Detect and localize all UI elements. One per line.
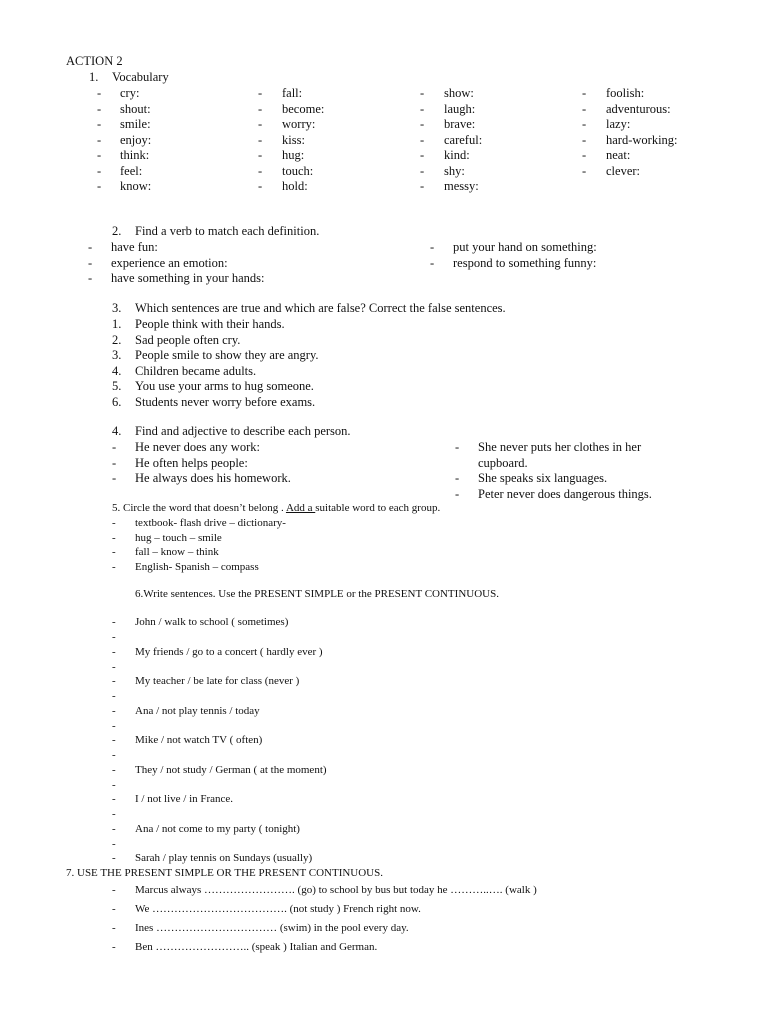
section5-title — [112, 503, 440, 514]
person-bullet: - — [455, 440, 460, 454]
section3-title: Which sentences are true and which are false? Correct the false sentences. — [135, 301, 506, 315]
person-description: He never does any work: — [135, 440, 260, 454]
sentence-prompt: Mike / not watch TV ( often) — [135, 734, 263, 746]
person-bullet: - — [112, 440, 117, 454]
definition-bullet: - — [88, 255, 93, 270]
answer-bullet: - — [112, 837, 116, 850]
sentence-prompt: My teacher / be late for class (never ) — [135, 675, 300, 687]
sentence-bullet: - — [112, 822, 116, 835]
vocab-word: become: — [282, 101, 325, 116]
gap-bullet: - — [112, 941, 116, 953]
vocab-word: kind: — [444, 148, 470, 162]
answer-bullet: - — [112, 719, 116, 732]
vocab-word: touch: — [282, 163, 314, 178]
vocab-bullet: - — [97, 132, 102, 147]
statement-number: 5. — [112, 379, 122, 393]
section1-number: 1. — [89, 70, 99, 84]
vocab-bullet: - — [258, 101, 263, 116]
word-group: hug – touch – smile — [135, 531, 222, 544]
definition-bullet: - — [88, 271, 93, 285]
definition-bullet: - — [430, 240, 435, 254]
person-bullet: - — [455, 486, 460, 501]
vocab-word: smile: — [120, 117, 151, 131]
vocab-bullet: - — [97, 117, 102, 131]
vocab-bullet: - — [258, 179, 263, 193]
answer-bullet: - — [112, 808, 116, 820]
person-description: Peter never does dangerous things. — [478, 486, 652, 501]
vocab-bullet: - — [97, 101, 102, 116]
vocab-word: adventurous: — [606, 101, 671, 116]
vocab-word: careful: — [444, 132, 483, 147]
vocab-word: messy: — [444, 179, 479, 193]
vocab-word: kiss: — [282, 132, 305, 147]
vocab-word: cry: — [120, 86, 140, 100]
sentence-bullet: - — [112, 734, 116, 746]
section6-title: 6.Write sentences. Use the PRESENT SIMPLE or the PRESENT CONTINUOUS. — [135, 588, 499, 600]
definition-item: have something in your hands: — [111, 271, 265, 285]
vocab-bullet: - — [420, 117, 425, 131]
gap-sentence: Ben …………………….. (speak ) Italian and German. — [135, 941, 378, 953]
person-bullet: - — [112, 455, 117, 470]
vocab-word: lazy: — [606, 117, 631, 131]
statement-text: You use your arms to hug someone. — [135, 379, 314, 393]
statement-number: 3. — [112, 348, 122, 362]
vocab-word: enjoy: — [120, 132, 152, 147]
vocab-word: foolish: — [606, 86, 645, 100]
sentence-prompt: Sarah / play tennis on Sundays (usually) — [135, 852, 313, 864]
vocab-bullet: - — [420, 101, 425, 116]
person-bullet: - — [455, 471, 460, 485]
group-bullet: - — [112, 531, 116, 544]
section2-number: 2. — [112, 224, 122, 238]
sentence-bullet: - — [112, 793, 116, 805]
answer-bullet: - — [112, 631, 116, 643]
vocab-bullet: - — [420, 179, 425, 193]
definition-bullet: - — [430, 255, 435, 270]
statement-number: 2. — [112, 332, 122, 347]
vocab-word: think: — [120, 148, 150, 162]
vocab-bullet: - — [582, 101, 587, 116]
answer-bullet: - — [112, 778, 116, 791]
vocab-word: worry: — [282, 117, 316, 131]
sentence-bullet: - — [112, 852, 116, 864]
sentence-prompt: John / walk to school ( sometimes) — [135, 616, 289, 628]
gap-sentence: Ines …………………………… (swim) in the pool every day. — [135, 922, 409, 934]
section1-title: Vocabulary — [112, 70, 169, 84]
vocab-bullet: - — [420, 148, 425, 162]
section5-title-b: Add a — [285, 502, 316, 514]
group-bullet: - — [112, 517, 116, 529]
vocab-bullet: - — [420, 86, 425, 100]
definition-item: put your hand on something: — [453, 240, 597, 254]
sentence-prompt: Ana / not play tennis / today — [135, 704, 260, 717]
sentence-bullet: - — [112, 645, 116, 658]
vocab-bullet: - — [258, 163, 263, 178]
statement-text: People think with their hands. — [135, 317, 285, 331]
page-heading: ACTION 2 — [66, 54, 123, 68]
gap-sentence: Marcus always ……………………. (go) to school by bus but today he ………..…. (walk ) — [135, 884, 537, 896]
section7-title: 7. USE THE PRESENT SIMPLE OR THE PRESENT CONTINUOUS. — [66, 867, 383, 879]
person-description: He often helps people: — [135, 455, 248, 470]
vocab-bullet: - — [420, 132, 425, 147]
statement-text: Sad people often cry. — [135, 332, 241, 347]
vocab-bullet: - — [582, 163, 587, 178]
word-group: textbook- flash drive – dictionary- — [135, 517, 286, 529]
definition-item: have fun: — [111, 240, 158, 254]
vocab-bullet: - — [582, 148, 587, 162]
vocab-word: brave: — [444, 117, 476, 131]
vocab-bullet: - — [97, 179, 102, 193]
vocab-bullet: - — [258, 132, 263, 147]
section4-number: 4. — [112, 424, 122, 438]
answer-bullet: - — [112, 749, 116, 761]
answer-bullet: - — [112, 660, 116, 673]
sentence-prompt: I / not live / in France. — [135, 793, 234, 805]
vocab-word: shy: — [444, 163, 465, 178]
section5-title-a: 5. Circle the word that doesn’t belong . — [112, 502, 286, 514]
gap-bullet: - — [112, 884, 116, 896]
group-bullet: - — [112, 560, 116, 573]
vocab-bullet: - — [582, 86, 587, 100]
vocab-bullet: - — [258, 86, 263, 100]
vocab-bullet: - — [97, 86, 102, 100]
person-description: She speaks six languages. — [478, 471, 608, 485]
vocab-word: neat: — [606, 148, 631, 162]
vocab-bullet: - — [97, 148, 102, 162]
gap-bullet: - — [112, 903, 116, 915]
statement-number: 6. — [112, 394, 122, 409]
statement-text: Children became adults. — [135, 363, 257, 378]
word-group: fall – know – think — [135, 546, 219, 558]
section2-title: Find a verb to match each definition. — [135, 224, 320, 238]
sentence-bullet: - — [112, 763, 116, 776]
answer-bullet: - — [112, 690, 116, 702]
statement-text: People smile to show they are angry. — [135, 348, 319, 362]
vocab-bullet: - — [258, 117, 263, 131]
sentence-prompt: They / not study / German ( at the moment) — [135, 763, 327, 776]
word-group: English- Spanish – compass — [135, 560, 259, 573]
person-description: cupboard. — [478, 455, 528, 470]
definition-bullet: - — [88, 240, 93, 254]
vocab-word: laugh: — [444, 101, 476, 116]
sentence-bullet: - — [112, 616, 116, 628]
vocab-bullet: - — [258, 148, 263, 162]
gap-sentence: We ………………………………. (not study ) French right now. — [135, 903, 421, 915]
sentence-bullet: - — [112, 704, 116, 717]
vocab-bullet: - — [420, 163, 425, 178]
definition-item: respond to something funny: — [453, 255, 597, 270]
vocab-word: hold: — [282, 179, 308, 193]
sentence-prompt: Ana / not come to my party ( tonight) — [135, 822, 300, 835]
vocab-word: feel: — [120, 163, 143, 178]
person-description: She never puts her clothes in her — [478, 440, 642, 454]
vocab-word: show: — [444, 86, 474, 100]
statement-number: 1. — [112, 317, 122, 331]
section5-title-c: suitable word to each group. — [315, 502, 441, 514]
vocab-word: hug: — [282, 148, 305, 162]
vocab-bullet: - — [97, 163, 102, 178]
gap-bullet: - — [112, 922, 116, 934]
vocab-word: shout: — [120, 101, 151, 116]
section4-title: Find and adjective to describe each person. — [135, 424, 351, 438]
vocab-word: fall: — [282, 86, 303, 100]
definition-item: experience an emotion: — [111, 255, 228, 270]
person-description: He always does his homework. — [135, 471, 291, 485]
group-bullet: - — [112, 546, 116, 558]
vocab-bullet: - — [582, 132, 587, 147]
vocab-word: clever: — [606, 163, 641, 178]
statement-number: 4. — [112, 363, 122, 378]
sentence-prompt: My friends / go to a concert ( hardly ever ) — [135, 645, 323, 658]
vocab-word: know: — [120, 179, 152, 193]
section3-number: 3. — [112, 301, 122, 315]
sentence-bullet: - — [112, 675, 116, 687]
person-bullet: - — [112, 471, 117, 485]
vocab-word: hard-working: — [606, 132, 678, 147]
vocab-bullet: - — [582, 117, 587, 131]
statement-text: Students never worry before exams. — [135, 394, 316, 409]
